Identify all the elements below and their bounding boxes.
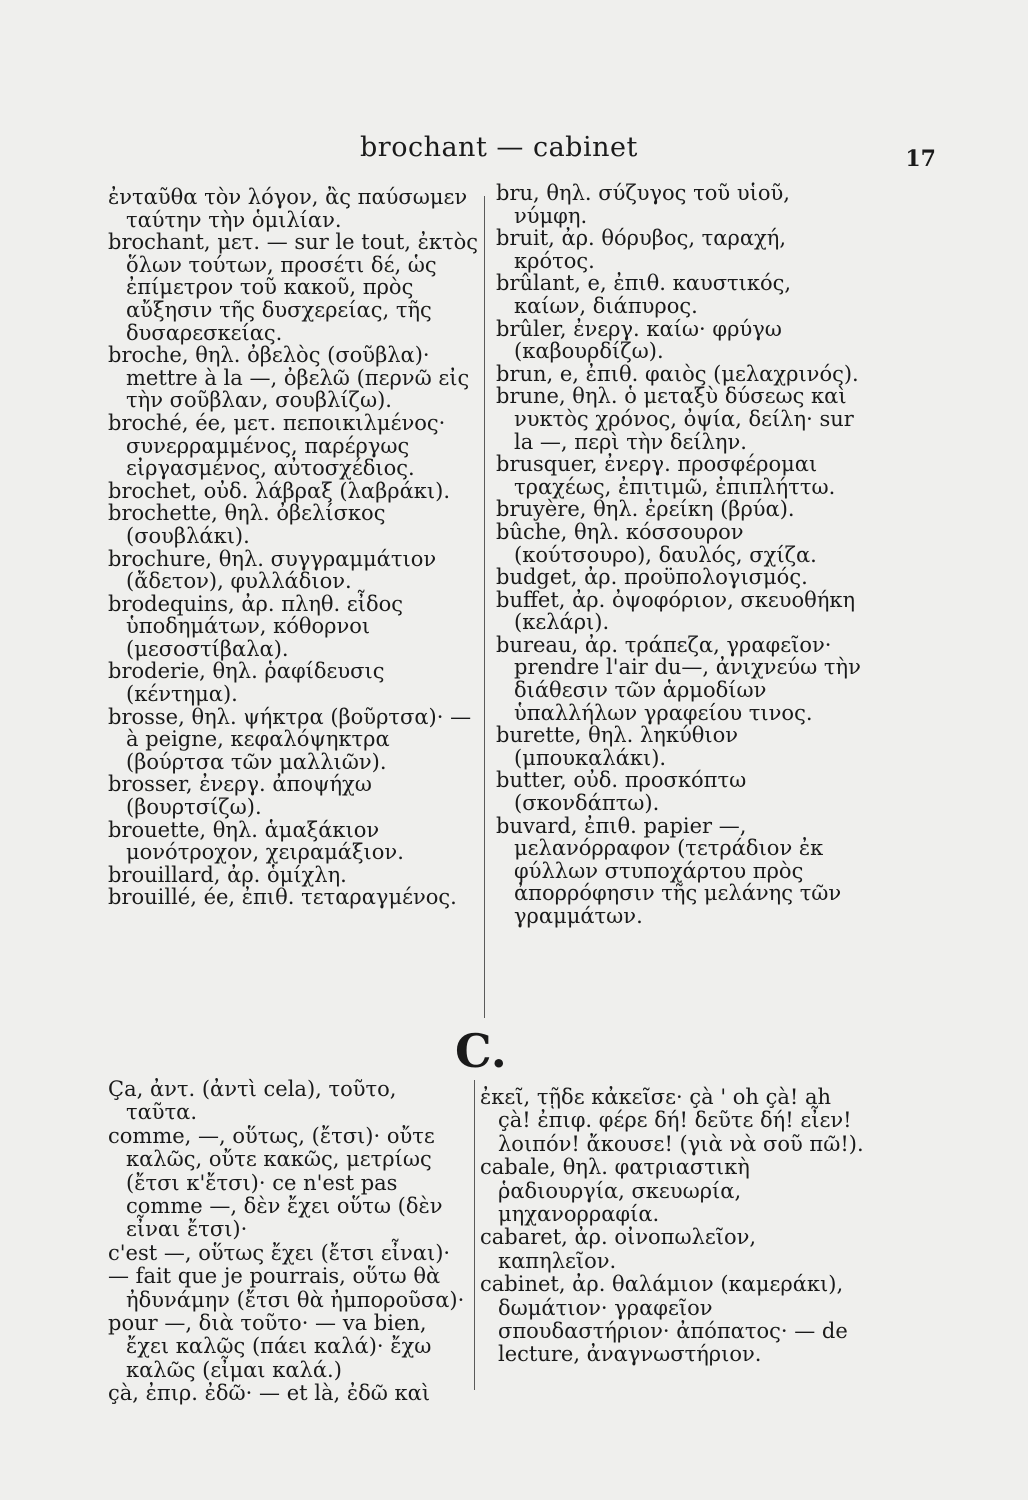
entry: pour —, διὰ τοῦτο· — va bien, ἔχει καλῶς (πάει καλά)· ἔχω καλῶς (εἶμαι καλά.) [108,1311,432,1382]
entry: brochet, οὐδ. λάβραξ (λαβράκι). [108,478,451,503]
entry: bruit, ἀρ. θόρυβος, ταραχή, κρότος. [496,226,786,273]
entry: Ça, ἀντ. (ἀντὶ cela), τοῦτο, ταῦτα. [108,1077,397,1125]
entry: comme, —, οὕτως, (ἔτσι)· οὔτε καλῶς, οὔτε κακῶς, μετρίως (ἔτσι κ'ἔτσι)· ce n'est pas comme —, δὲν ἔχει οὕτω (δὲν εἶναι ἔτσι)· [108,1123,443,1242]
entry: cabaret, ἀρ. οἰνοπωλεῖον, καπηλεῖον. [480,1225,757,1273]
section-letter-heading: C. [455,1024,507,1078]
column-divider-top [484,196,485,1018]
entry: çà, ἐπιρ. ἐδῶ· — et là, ἐδῶ καὶ [108,1381,431,1406]
column-bottom-right [480,1086,866,1367]
entry: brouette, θηλ. ἁμαξάκιον μονότροχον, χειραμάξιον. [108,817,404,865]
column-divider-bottom [474,1080,475,1390]
entry: broderie, θηλ. ῥαφίδευσις (κέντημα). [108,659,385,707]
entry: bûche, θηλ. κόσσουρον (κούτσουρο), δαυλός, σχίζα. [496,519,817,567]
column-top-right [496,182,868,928]
entry: c'est —, οὕτως ἔχει (ἔτσι εἶναι)· [108,1240,451,1265]
column-bottom-left [108,1078,470,1406]
entry: brun, e, ἐπιθ. φαιὸς (μελαχρινός). [496,361,859,386]
entry: bruyère, θηλ. ἐρείκη (βρύα). [496,497,795,522]
entry: brûlant, e, ἐπιθ. καυστικός, καίων, διάπυρος. [496,271,792,318]
column-top-left [108,186,480,909]
entry: ἐνταῦθα τὸν λόγον, ἂς παύσωμεν ταύτην τὴν ὁμιλίαν. [108,185,468,232]
entry: budget, ἀρ. προϋπολογισμός. [496,565,808,590]
entry: bureau, ἀρ. τράπεζα, γραφεῖον· prendre l'air du—, ἀνιχνεύω τὴν διάθεσιν τῶν ἁρμοδίων ὑπαλλήλων γραφείου τινος. [496,632,861,725]
page-number: 17 [905,146,936,172]
entry: buffet, ἀρ. ὀψοφόριον, σκευοθήκη (κελάρι). [496,587,856,635]
entry: brusquer, ἐνεργ. προσφέρομαι τραχέως, ἐπιτιμῶ, ἐπιπλήττω. [496,452,836,499]
entry: burette, θηλ. ληκύθιον (μπουκαλάκι). [496,723,739,770]
entry: brosse, θηλ. ψήκτρα (βοῦρτσα)· —à peigne, κεφαλόψηκτρα (βούρτσα τῶν μαλλιῶν). [108,704,472,774]
entry: brochette, θηλ. ὀβελίσκος (σουβλάκι). [108,501,386,548]
entry: brodequins, ἀρ. πληθ. εἶδος ὑποδημάτων, κόθορνοι (μεσοστίβαλα). [108,591,404,661]
entry: brochure, θηλ. συγγραμμάτιον (ἄδετον), φυλλάδιον. [108,546,437,594]
entry: brûler, ἐνεργ. καίω· φρύγω (καβουρδίζω). [496,316,782,364]
entry: brune, θηλ. ὁ μεταξὺ δύσεως καὶ νυκτὸς χρόνος, ὀψία, δείλη· sur la —, περὶ τὴν δείλην. [496,384,854,454]
entry: brochant, μετ. — sur le tout, ἐκτὸς ὅλων τούτων, προσέτι δέ, ὡς ἐπίμετρον τοῦ κακοῦ, πρὸς αὔξησιν τῆς δυσχερείας, τῆς δυσαρεσκείας. [108,230,479,345]
entry: brouillé, ée, ἐπιθ. τεταραγμένος. [108,885,457,910]
entry: buvard, ἐπιθ. papier —, μελανόρραφον (τετράδιον ἐκ φύλλων στυποχάρτου πρὸς ἀπορρόφησιν τῆς μελάνης τῶν γραμμάτων. [496,813,842,928]
entry: — fait que je pourrais, οὕτω θὰ ἠδυνάμην (ἔτσι θὰ ἠμποροῦσα)· [108,1264,465,1312]
entry: butter, οὐδ. προσκόπτω (σκονδάπτω). [496,768,747,816]
entry: brouillard, ἀρ. ὁμίχλη. [108,862,347,887]
entry: bru, θηλ. σύζυγος τοῦ υἱοῦ, νύμφη. [496,181,790,228]
page-header [0,132,1028,172]
entry: cabale, θηλ. φατριαστικὴ ῥαδιουργία, σκευωρία, μηχανορραφία. [480,1155,750,1227]
entry: broche, θηλ. ὀβελὸς (σοῦβλα)· mettre à la —, ὀβελῶ (περνῶ εἰς τὴν σοῦβλαν, σουβλίζω). [108,343,470,413]
entry: brosser, ἐνεργ. ἀποψήχω (βουρτσίζω). [108,772,372,820]
running-head: brochant — cabinet [360,132,638,163]
entry: ἐκεῖ, τῇδε κἀκεῖσε· çà ' oh çà! ah çà! ἐπιφ. φέρε δή! δεῦτε δή! εἶεν! λοιπόν! ἄκουσε! (γιὰ νὰ σοῦ πῶ!). [480,1085,864,1156]
entry: cabinet, ἀρ. θαλάμιον (καμεράκι), δωμάτιον· γραφεῖον σπουδαστήριον· ἀπόπατος· — de lecture, ἀναγνωστήριον. [480,1272,848,1367]
entry: broché, ée, μετ. πεποικιλμένος· συνερραμμένος, παρέργως εἰργασμένος, αὐτοσχέδιος. [108,410,446,481]
